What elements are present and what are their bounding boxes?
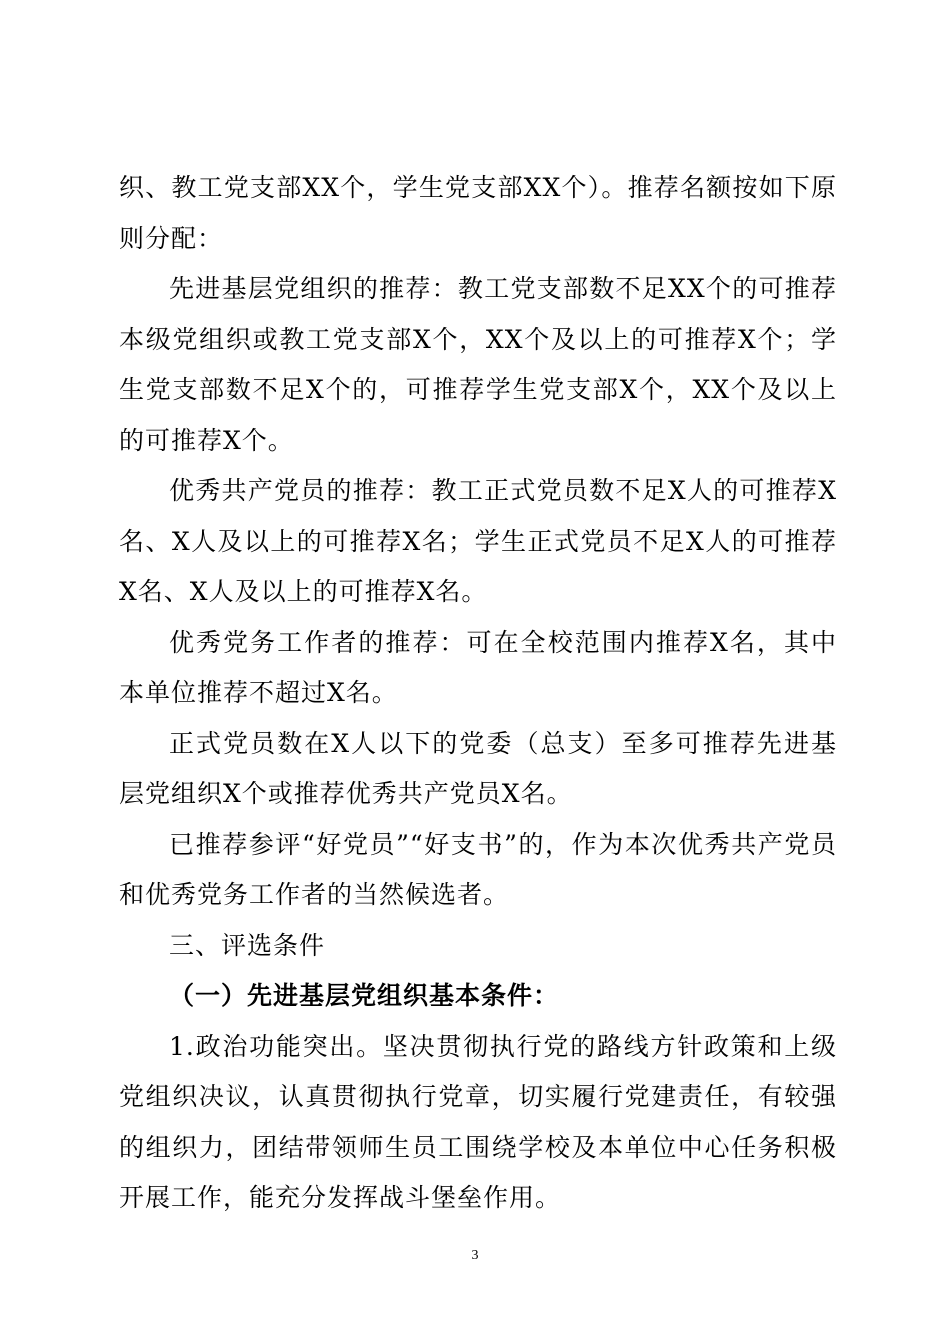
paragraph-continuation: 织、教工党支部XX个，学生党支部XX个）。推荐名额按如下原则分配： — [119, 173, 837, 253]
paragraph-party-organization-quota: 先进基层党组织的推荐：教工党支部数不足XX个的可推荐本级党组织或教工党支部X个，XX个及以上的可推荐X个；学生党支部数不足X个的，可推荐学生党支部X个，XX个及以上的可推荐X个。 — [119, 274, 837, 455]
page-number: 3 — [471, 1248, 479, 1263]
condition-item-1: 1.政治功能突出。坚决贯彻执行党的路线方针政策和上级党组织决议，认真贯彻执行党章，切实履行党建责任，有较强的组织力，团结带领师生员工围绕学校及本单位中心任务积极开展工作，能充分发挥战斗堡垒作用。 — [119, 1031, 837, 1212]
paragraph-party-member-quota: 优秀共产党员的推荐：教工正式党员数不足X人的可推荐X名、X人及以上的可推荐X名；学生正式党员不足X人的可推荐X名、X人及以上的可推荐X名。 — [119, 476, 837, 606]
paragraph-existing-candidates: 已推荐参评“好党员”“好支书”的，作为本次优秀共产党员和优秀党务工作者的当然候选者。 — [119, 829, 837, 909]
paragraph-small-committee-quota: 正式党员数在X人以下的党委（总支）至多可推荐先进基层党组织X个或推荐优秀共产党员X名。 — [119, 728, 837, 808]
subsection-heading: （一）先进基层党组织基本条件： — [169, 981, 560, 1010]
section-heading: 三、评选条件 — [169, 930, 326, 960]
paragraph-party-worker-quota: 优秀党务工作者的推荐：可在全校范围内推荐X名，其中本单位推荐不超过X名。 — [119, 627, 837, 707]
document-body — [119, 163, 837, 1224]
